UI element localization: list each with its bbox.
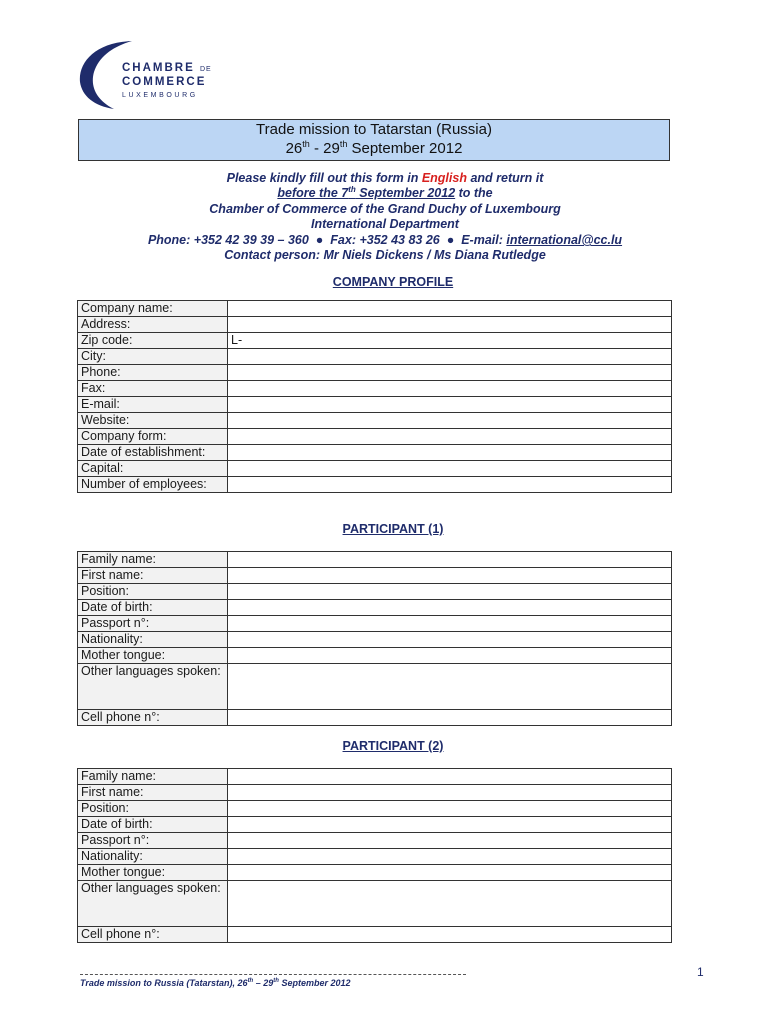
company-field-input[interactable]: [228, 381, 672, 397]
company-row: [78, 445, 672, 461]
participant-2-row: [78, 817, 672, 833]
participant-2-row: [78, 865, 672, 881]
bullet-icon: ●: [315, 233, 324, 247]
logo-line-1: CHAMBRE DE: [122, 62, 212, 74]
participant-1-row: [78, 710, 672, 726]
company-field-input[interactable]: [228, 413, 672, 429]
participant-1-field-input[interactable]: [228, 584, 672, 600]
participant-1-field-label: Nationality:: [78, 632, 228, 648]
participant-2-row: [78, 849, 672, 865]
participant-1-field-label: Passport n°:: [78, 616, 228, 632]
company-row: [78, 429, 672, 445]
company-field-input[interactable]: [228, 397, 672, 413]
intro-line-3: Chamber of Commerce of the Grand Duchy of Luxembourg: [209, 202, 561, 216]
company-field-label: Zip code:: [78, 333, 228, 349]
participant-2-field-input[interactable]: [228, 817, 672, 833]
participant-2-row: [78, 769, 672, 785]
company-field-input[interactable]: [228, 461, 672, 477]
participant-1-row: [78, 600, 672, 616]
company-field-label: Address:: [78, 317, 228, 333]
company-field-label: Website:: [78, 413, 228, 429]
participant-1-field-label: Cell phone n°:: [78, 710, 228, 726]
participant-1-row: [78, 584, 672, 600]
logo-swoosh-icon: [74, 38, 134, 110]
participant-1-row: [78, 664, 672, 710]
participant-2-field-input[interactable]: [228, 865, 672, 881]
footer-divider: [80, 974, 466, 975]
title-box: [78, 119, 670, 161]
company-row: [78, 349, 672, 365]
participant-1-field-input[interactable]: [228, 648, 672, 664]
logo-line-3: LUXEMBOURG: [122, 92, 198, 99]
participant-2-row: [78, 881, 672, 927]
participant-1-heading: PARTICIPANT (1): [342, 522, 444, 536]
participant-2-row: [78, 785, 672, 801]
participant-1-field-label: Other languages spoken:: [78, 664, 228, 710]
intro-line-2: before the 7th September 2012 to the: [277, 184, 493, 200]
company-row: [78, 461, 672, 477]
company-field-label: City:: [78, 349, 228, 365]
participant-2-field-input[interactable]: [228, 881, 672, 927]
participant-1-row: [78, 616, 672, 632]
company-row: [78, 365, 672, 381]
participant-1-field-input[interactable]: [228, 568, 672, 584]
company-field-label: Number of employees:: [78, 477, 228, 493]
company-row: [78, 317, 672, 333]
company-field-input[interactable]: [228, 429, 672, 445]
participant-2-row: [78, 927, 672, 943]
participant-2-field-label: First name:: [78, 785, 228, 801]
title-line-2: 26th - 29th September 2012: [285, 139, 463, 157]
company-profile-heading: COMPANY PROFILE: [332, 275, 454, 289]
company-row: [78, 301, 672, 317]
page-number: 1: [697, 965, 704, 979]
bullet-icon: ●: [446, 233, 455, 247]
intro-line-1: Please kindly fill out this form in English and return it: [226, 171, 544, 185]
participant-1-field-label: Family name:: [78, 552, 228, 568]
company-row: [78, 381, 672, 397]
company-field-label: Capital:: [78, 461, 228, 477]
participant-2-field-label: Date of birth:: [78, 817, 228, 833]
company-profile-table: [77, 300, 672, 493]
participant-2-field-input[interactable]: [228, 801, 672, 817]
company-field-label: Phone:: [78, 365, 228, 381]
title-line-1: Trade mission to Tatarstan (Russia): [256, 121, 492, 138]
chamber-logo: [74, 38, 219, 110]
company-field-input[interactable]: [228, 445, 672, 461]
participant-2-row: [78, 801, 672, 817]
participant-2-heading: PARTICIPANT (2): [342, 739, 444, 753]
participant-1-field-input[interactable]: [228, 600, 672, 616]
company-row: [78, 477, 672, 493]
participant-2-field-input[interactable]: [228, 927, 672, 943]
participant-2-field-label: Nationality:: [78, 849, 228, 865]
company-field-input[interactable]: [228, 365, 672, 381]
company-field-input[interactable]: [228, 477, 672, 493]
participant-2-field-label: Position:: [78, 801, 228, 817]
participant-2-row: [78, 833, 672, 849]
participant-2-field-input[interactable]: [228, 785, 672, 801]
company-field-input[interactable]: [228, 317, 672, 333]
participant-1-row: [78, 568, 672, 584]
participant-1-field-input[interactable]: [228, 552, 672, 568]
participant-1-field-label: Date of birth:: [78, 600, 228, 616]
participant-2-field-label: Mother tongue:: [78, 865, 228, 881]
company-field-input[interactable]: [228, 301, 672, 317]
participant-1-field-input[interactable]: [228, 710, 672, 726]
participant-1-field-label: First name:: [78, 568, 228, 584]
participant-1-table: [77, 551, 672, 726]
company-row: [78, 397, 672, 413]
participant-1-row: [78, 632, 672, 648]
participant-2-field-label: Family name:: [78, 769, 228, 785]
intro-line-4: International Department: [311, 217, 459, 231]
company-field-label: Company form:: [78, 429, 228, 445]
participant-1-row: [78, 552, 672, 568]
participant-2-table: [77, 768, 672, 943]
participant-2-field-label: Cell phone n°:: [78, 927, 228, 943]
participant-2-field-label: Passport n°:: [78, 833, 228, 849]
company-field-input[interactable]: [228, 349, 672, 365]
participant-2-field-input[interactable]: [228, 769, 672, 785]
participant-1-field-label: Mother tongue:: [78, 648, 228, 664]
footer-text: Trade mission to Russia (Tatarstan), 26th – 29th September 2012: [80, 978, 351, 988]
company-field-label: Company name:: [78, 301, 228, 317]
participant-1-field-label: Position:: [78, 584, 228, 600]
company-field-label: Date of establishment:: [78, 445, 228, 461]
company-field-label: E-mail:: [78, 397, 228, 413]
participant-2-field-label: Other languages spoken:: [78, 881, 228, 927]
company-row: [78, 413, 672, 429]
participant-2-field-input[interactable]: [228, 849, 672, 865]
contact-person: Contact person: Mr Niels Dickens / Ms Diana Rutledge: [224, 248, 546, 262]
contact-line: Phone: +352 42 39 39 – 360 ● Fax: +352 43 83 26 ● E-mail: international@cc.lu: [147, 233, 623, 247]
company-field-label: Fax:: [78, 381, 228, 397]
email-link[interactable]: international@cc.lu: [506, 233, 623, 247]
participant-1-row: [78, 648, 672, 664]
logo-line-2: COMMERCE: [122, 76, 207, 88]
company-row: [78, 333, 672, 349]
participant-2-field-input[interactable]: [228, 833, 672, 849]
participant-1-field-input[interactable]: [228, 632, 672, 648]
participant-1-field-input[interactable]: [228, 664, 672, 710]
company-field-input[interactable]: L-: [228, 333, 672, 349]
participant-1-field-input[interactable]: [228, 616, 672, 632]
